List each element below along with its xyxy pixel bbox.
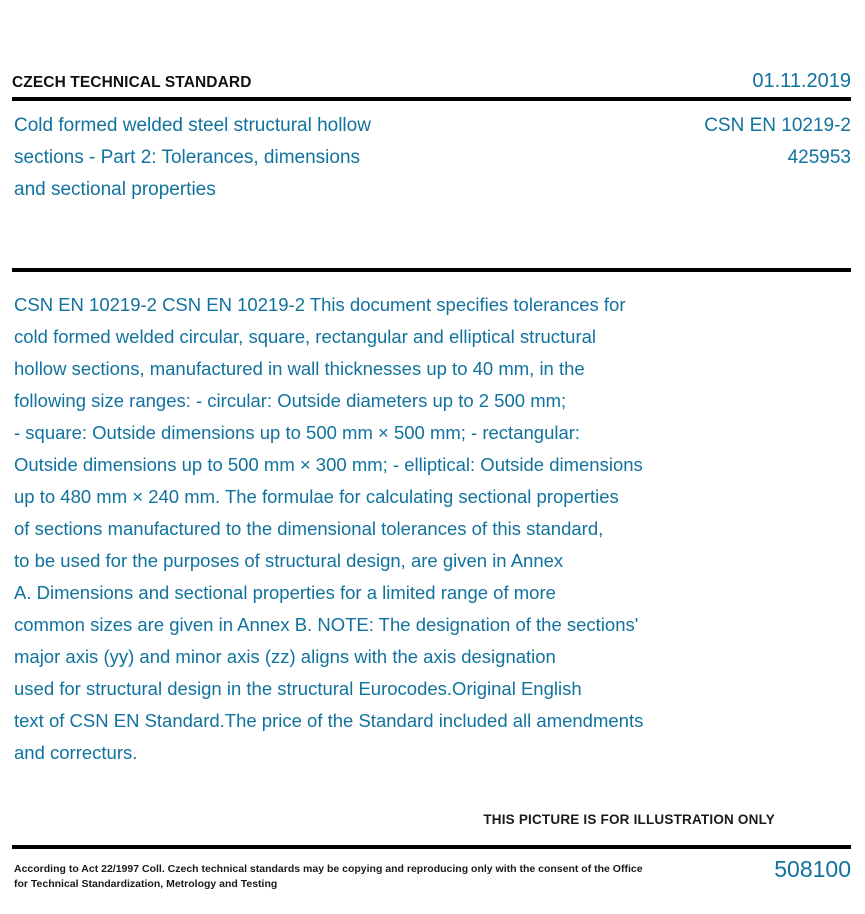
- footer-legal-line: According to Act 22/1997 Coll. Czech technical standards may be copying and reproducing only with the consent of the Office: [14, 863, 643, 875]
- standard-title-line: Cold formed welded steel structural hollow: [14, 115, 371, 136]
- footer-divider-rule: [12, 845, 851, 849]
- footer-legal-notice: [14, 862, 643, 892]
- abstract-divider-rule: [12, 268, 851, 272]
- abstract-line: and correcturs.: [14, 742, 138, 763]
- header-divider-rule: [12, 97, 851, 101]
- publication-date: 01.11.2019: [752, 70, 851, 92]
- abstract-line: up to 480 mm × 240 mm. The formulae for calculating sectional properties: [14, 486, 619, 507]
- abstract-line: major axis (yy) and minor axis (zz) aligns with the axis designation: [14, 646, 556, 667]
- abstract-line: Outside dimensions up to 500 mm × 300 mm; - elliptical: Outside dimensions: [14, 454, 643, 475]
- abstract-line: cold formed welded circular, square, rectangular and elliptical structural: [14, 326, 597, 347]
- page-header: [12, 70, 851, 96]
- abstract-line: to be used for the purposes of structural design, are given in Annex: [14, 550, 564, 571]
- page-footer: [14, 856, 851, 892]
- abstract-line: hollow sections, manufactured in wall thicknesses up to 40 mm, in the: [14, 358, 585, 379]
- abstract-line: CSN EN 10219-2 CSN EN 10219-2 This document specifies tolerances for: [14, 294, 626, 315]
- abstract-line: common sizes are given in Annex B. NOTE: The designation of the sections': [14, 614, 639, 635]
- standard-abstract: [14, 289, 804, 769]
- abstract-line: following size ranges: - circular: Outside diameters up to 2 500 mm;: [14, 390, 567, 411]
- standard-title-line: sections - Part 2: Tolerances, dimensions: [14, 147, 361, 168]
- abstract-line: A. Dimensions and sectional properties for a limited range of more: [14, 582, 556, 603]
- standard-identifiers: [704, 110, 851, 174]
- abstract-line: - square: Outside dimensions up to 500 mm × 500 mm; - rectangular:: [14, 422, 581, 443]
- abstract-line: of sections manufactured to the dimensional tolerances of this standard,: [14, 518, 604, 539]
- standard-title: [14, 110, 371, 206]
- footer-legal-line: for Technical Standardization, Metrology and Testing: [14, 878, 278, 890]
- document-type-label: CZECH TECHNICAL STANDARD: [12, 74, 252, 91]
- abstract-line: used for structural design in the structural Eurocodes.Original English: [14, 678, 582, 699]
- abstract-line: text of CSN EN Standard.The price of the Standard included all amendments: [14, 710, 644, 731]
- illustration-disclaimer: THIS PICTURE IS FOR ILLUSTRATION ONLY: [483, 812, 775, 827]
- title-block: [14, 110, 851, 206]
- standard-catalog-number: 425953: [787, 147, 851, 168]
- standard-title-line: and sectional properties: [14, 179, 216, 200]
- order-code: 508100: [774, 856, 851, 882]
- standard-designation: CSN EN 10219-2: [704, 115, 851, 136]
